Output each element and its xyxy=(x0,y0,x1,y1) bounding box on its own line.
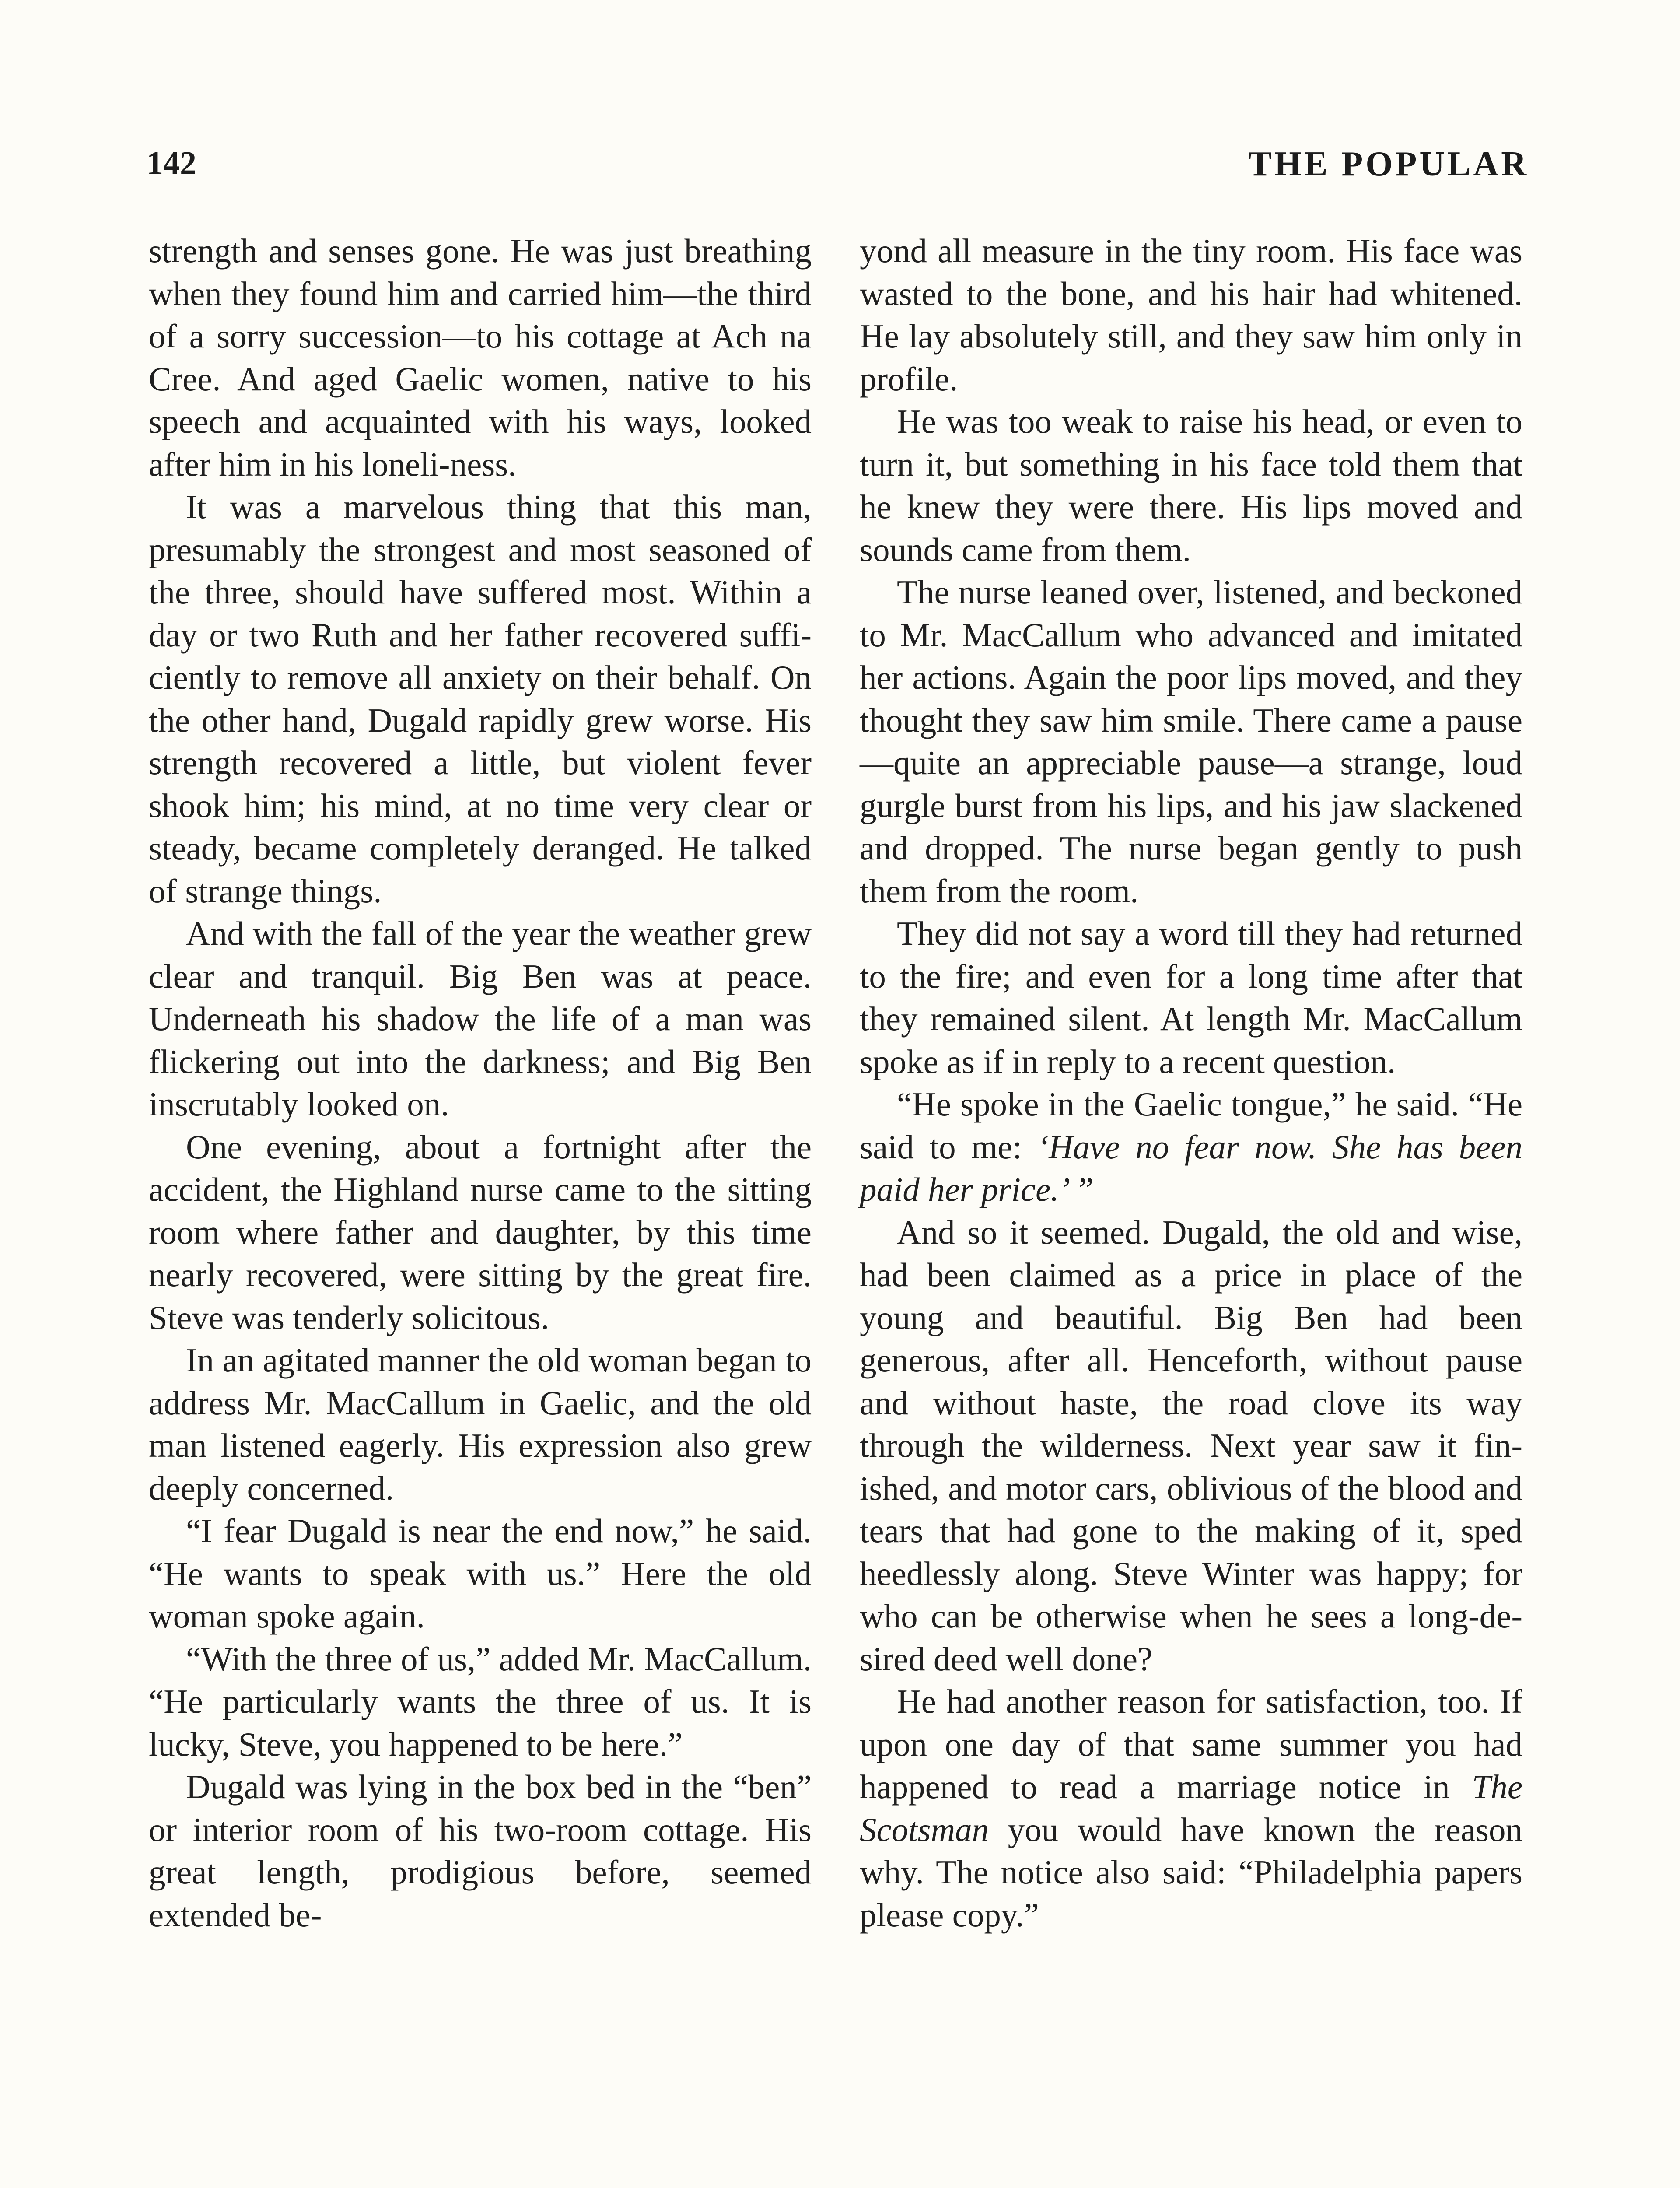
quote-italic: ‘Have no fear now. She has been paid her price.’ xyxy=(860,1128,1522,1208)
closing-end: you would have known the reason why. The notice also said: “Philadelphia papers please copy.” xyxy=(860,1810,1522,1934)
paragraph: yond all measure in the tiny room. His face was wasted to the bone, and his hair had whitened. He lay absolutely still, and they saw him only in profile. xyxy=(860,232,1522,398)
quote-start: “He spoke in the Gaelic tongue,” he said. “He said to me: xyxy=(860,1085,1522,1166)
right-column xyxy=(860,230,1522,1936)
quote-end: ” xyxy=(1070,1171,1094,1208)
closing-paragraph xyxy=(860,1680,1522,1936)
paragraph: One evening, about a fortnight after the accident, the Highland nurse came to the sitting room where father and daughter, by this time nearly recovered, were sitting by the great fire. Steve was tenderly solicitous. xyxy=(149,1128,812,1336)
running-head: THE POPULAR xyxy=(1248,145,1529,183)
paragraph: And so it seemed. Dugald, the old and wise, had been claimed as a price in place of the young and beautiful. Big Ben had been generous, after all. Henceforth, without pause and without haste, the road clove its way through the wilderness. Next year saw it finished, and motor cars, oblivious of the blood and tears that had gone to the making of it, sped heedlessly along. Steve Winter was happy; for who can be otherwise when he sees a long-desired deed well done? xyxy=(860,1213,1522,1678)
page-number: 142 xyxy=(147,145,196,182)
paragraph: “I fear Dugald is near the end now,” he said. “He wants to speak with us.” Here the old woman spoke again. xyxy=(149,1512,812,1635)
paragraph: Dugald was lying in the box bed in the “ben” or interior room of his two-room cottage. His great length, prodigious before, seemed extended be- xyxy=(149,1768,812,1934)
paragraph: And with the fall of the year the weather grew clear and tranquil. Big Ben was at peace. Underneath his shadow the life of a man was flickering out into the darkness; and Big Ben inscrutably looked on. xyxy=(149,915,812,1123)
paragraph: The nurse leaned over, listened, and beckoned to Mr. MacCallum who advanced and imitated her actions. Again the poor lips moved, and they thought they saw him smile. There came a pause—quite an appreciable pause—a strange, loud gurgle burst from his lips, and his jaw slackened and dropped. The nurse began gently to push them from the room. xyxy=(860,573,1522,910)
paragraph: In an agitated manner the old woman began to address Mr. MacCallum in Gaelic, and the old man listened eagerly. His expression also grew deeply concerned. xyxy=(149,1341,812,1507)
paragraph: He was too weak to raise his head, or even to turn it, but something in his face told them that he knew they were there. His lips moved and sounds came from them. xyxy=(860,403,1522,568)
paragraph: It was a marvelous thing that this man, presumably the strongest and most seasoned of the three, should have suffered most. Within a day or two Ruth and her father recovered sufficiently to remove all anxiety on their behalf. On the other hand, Dugald rapidly grew worse. His strength recovered a little, but violent fever shook him; his mind, at no time very clear or steady, became completely deranged. He talked of strange things. xyxy=(149,488,812,910)
paragraph: “With the three of us,” added Mr. MacCallum. “He particularly wants the three of us. It is lucky, Steve, you happened to be here.” xyxy=(149,1640,812,1763)
paragraph: They did not say a word till they had returned to the fire; and even for a long time after that they remained silent. At length Mr. MacCallum spoke as if in reply to a recent question. xyxy=(860,915,1522,1080)
page-header xyxy=(147,144,1529,197)
quote-paragraph xyxy=(860,1083,1522,1211)
paragraph: strength and senses gone. He was just breathing when they found him and carried him—the third of a sorry succession—to his cottage at Ach na Cree. And aged Gaelic women, native to his speech and acquainted with his ways, looked after him in his loneli-ness. xyxy=(149,232,812,483)
left-column xyxy=(149,230,812,1936)
closing-start: He had another reason for satisfaction, too. If upon one day of that same summer you had happened to read a marriage notice in xyxy=(860,1683,1522,1806)
newspaper-title: The Scotsman xyxy=(860,1768,1522,1848)
